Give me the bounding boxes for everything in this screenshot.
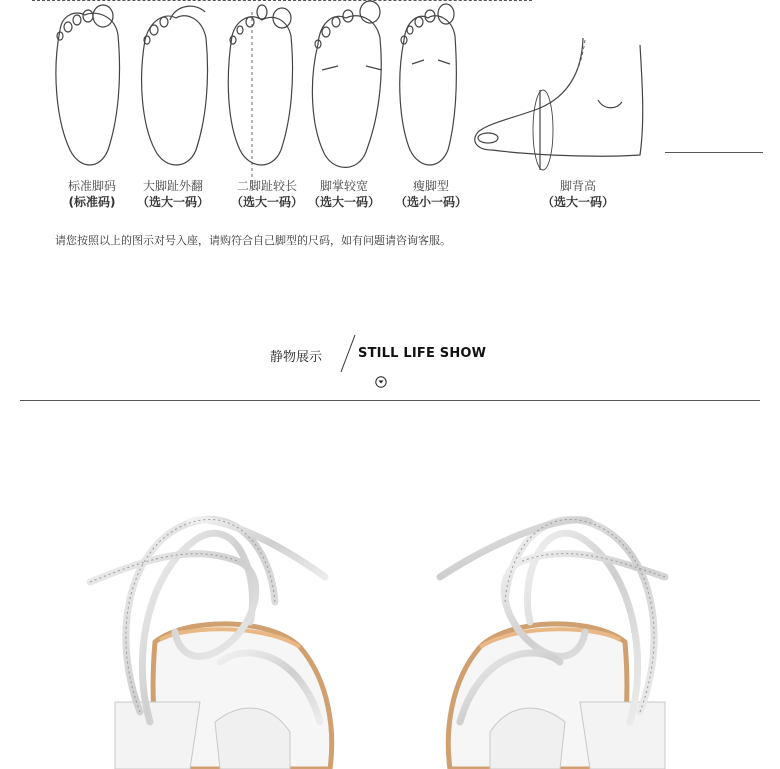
foot-type-advice: （选大一码） (307, 195, 380, 209)
foot-type-advice: （选小一码） (394, 195, 467, 209)
foot-type-name: 脚掌较宽 (319, 179, 368, 193)
right-sandal (440, 519, 665, 769)
foot-type-advice: （选大一码） (230, 195, 303, 209)
foot-type-name: 脚背高 (559, 179, 596, 193)
foot-type-name: 瘦脚型 (412, 179, 449, 193)
foot-type-name: 二脚趾较长 (236, 179, 297, 193)
foot-type-slim (376, 178, 486, 210)
foot-type-name: 标准脚码 (67, 179, 116, 193)
foot-drawing-long-second-toe (228, 5, 292, 190)
size-advice-text: 请您按照以上的图示对号入座，请购符合自己脚型的尺码，如有问题请咨询客服。 (55, 234, 451, 247)
foot-drawing-bunion (142, 6, 208, 165)
foot-drawing-standard (56, 5, 120, 165)
foot-type-high-instep (523, 178, 633, 210)
side-rule (665, 152, 763, 153)
foot-drawing-wide (312, 1, 382, 167)
foot-type-advice: （选大一码） (541, 195, 614, 209)
foot-type-name: 大脚趾外翻 (142, 179, 203, 193)
title-slash-divider (338, 334, 358, 374)
foot-type-advice: （选大一码） (136, 195, 209, 209)
left-sandal (90, 519, 332, 769)
foot-drawing-slim (400, 4, 457, 165)
section-title-en: STILL LIFE SHOW (358, 346, 487, 361)
section-title-cn: 静物展示 (270, 350, 323, 365)
chevron-down-circle-icon[interactable] (375, 376, 387, 388)
section-divider (20, 400, 760, 401)
sandal-product-photo (0, 402, 780, 769)
foot-type-advice: (标准码) (68, 195, 116, 209)
foot-drawing-high-instep (475, 38, 643, 170)
